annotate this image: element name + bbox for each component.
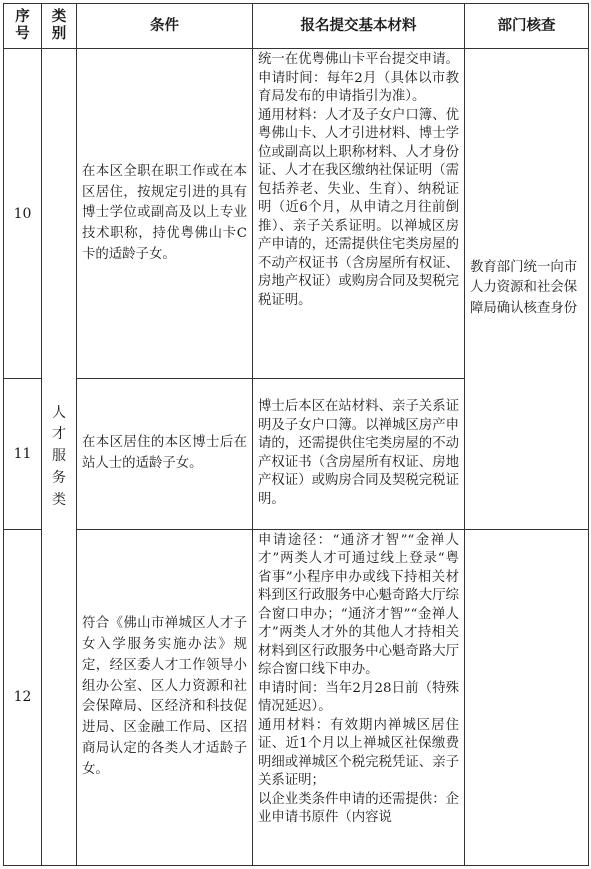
header-materials: 报名提交基本材料 bbox=[253, 4, 465, 49]
header-serial-number bbox=[4, 4, 42, 49]
department-check-cell bbox=[465, 529, 589, 865]
materials-paragraph: 申请时间：每年2月（具体以市教育局发布的申请指引为准）。 bbox=[258, 70, 459, 104]
requirements-table bbox=[3, 3, 589, 866]
row-number: 11 bbox=[4, 379, 42, 529]
condition-cell: 在本区居住的本区博士后在站人士的适龄子女。 bbox=[77, 379, 253, 529]
materials-cell bbox=[253, 49, 465, 379]
materials-paragraph: 统一在优粤佛山卡平台提交申请。 bbox=[258, 52, 459, 67]
header-category bbox=[42, 4, 77, 49]
table-header-row bbox=[4, 4, 589, 49]
table-row bbox=[4, 49, 589, 379]
materials-paragraph: 通用材料：有效期内禅城区居住证、近1个月以上禅城区社保缴费明细或禅城区个税完税凭证、亲子关系证明； bbox=[258, 717, 459, 789]
materials-paragraph: 博士后本区在站材料、亲子关系证明及子女户口簿。以禅城区房产申请的，还需提供住宅类房屋的不动产权证书（含房屋所有权证、房地产权证）或购房合同及契税完税证明。 bbox=[258, 399, 459, 507]
table-row bbox=[4, 529, 589, 865]
condition-cell: 在本区全职在职工作或在本区居住，按规定引进的具有博士学位或副高及以上专业技术职称，持优粤佛山卡C卡的适龄子女。 bbox=[77, 49, 253, 379]
condition-cell: 符合《佛山市禅城区人才子女入学服务实施办法》规定，经区委人才工作领导小组办公室、区人力资源和社会保障局、区经济和科技促进局、区金融工作局、区招商局认定的各类人才适龄子女。 bbox=[77, 529, 253, 865]
materials-paragraph: 申请途径：“通济才智”“金禅人才”两类人才可通过线上登录“粤省事”小程序申办或线下持相关材料到区行政服务中心魁奇路大厅综合窗口申办；“通济才智”“金禅人才”两类人才外的其他人才持相关材料到区行政服务中心魁奇路大厅综合窗口线下申办。 bbox=[258, 532, 459, 678]
category-cell bbox=[42, 49, 77, 866]
materials-paragraph: 以企业类条件申请的还需提供：企业申请书原件（内容说 bbox=[258, 791, 459, 826]
header-condition: 条件 bbox=[77, 4, 253, 49]
category-text: 人 才 服 务 类 bbox=[52, 404, 66, 508]
header-category-text: 类 别 bbox=[51, 9, 67, 42]
document-page bbox=[3, 3, 588, 866]
materials-cell bbox=[253, 529, 465, 865]
header-department-check: 部门核查 bbox=[465, 4, 589, 49]
row-number: 12 bbox=[4, 529, 42, 865]
header-serial-number-text: 序 号 bbox=[15, 9, 30, 42]
materials-paragraph: 通用材料：人才及子女户口簿、优粤佛山卡、人才引进材料、博士学位或副高以上职称材料、人才身份证、人才在我区缴纳社保证明（需包括养老、失业、生育）、纳税证明（近6个月，从申请之月往前倒推）、亲子关系证明。以禅城区房产申请的，还需提供住宅类房屋的不动产权证书（含房屋所有权证、房地产权证）或购房合同及契税完税证明。 bbox=[258, 107, 459, 308]
materials-paragraph: 申请时间：当年2月28日前（特殊情况延迟）。 bbox=[258, 680, 459, 715]
row-number: 10 bbox=[4, 49, 42, 379]
department-check-cell: 教育部门统一向市人力资源和社会保障局确认核查身份 bbox=[465, 49, 589, 530]
materials-cell bbox=[253, 379, 465, 529]
